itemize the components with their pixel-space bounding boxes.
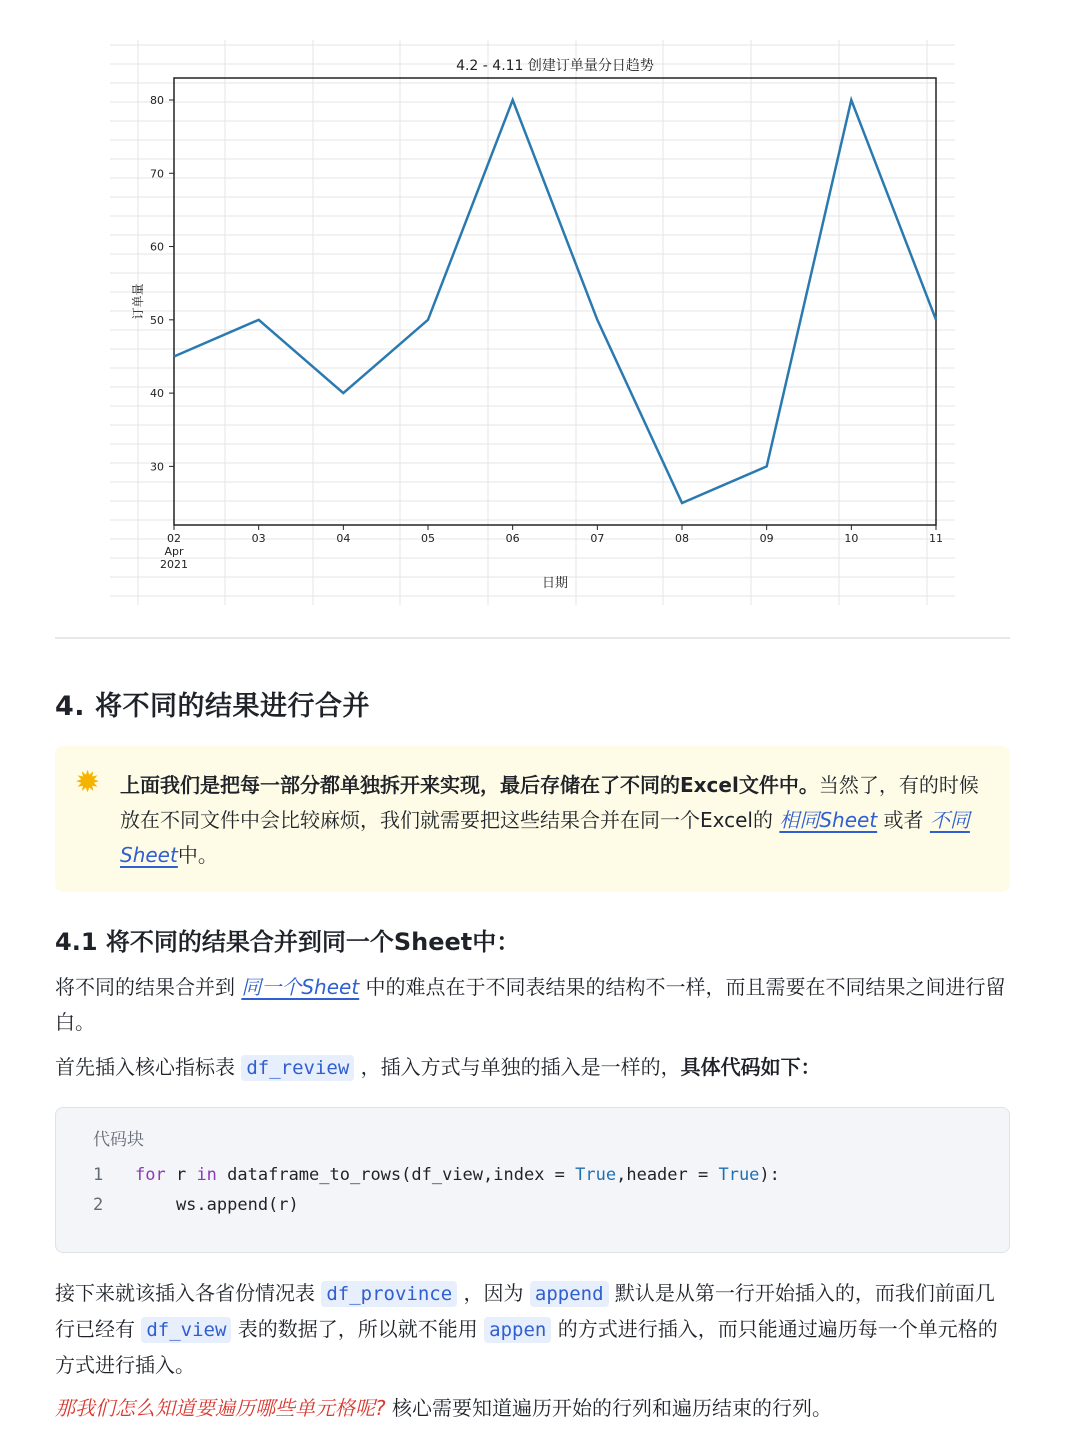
- plot-frame: [174, 78, 936, 525]
- code-text: ):: [759, 1165, 780, 1185]
- paragraph-intro-a: 将不同的结果合并到: [55, 975, 242, 999]
- paragraph-first-insert-a: 首先插入核心指标表: [55, 1055, 242, 1079]
- code-block-label: 代码块: [93, 1130, 144, 1150]
- paragraph-province-e: 的方式进行插入，而只能通过遍历每一个单元格的方式进行插入。: [55, 1317, 998, 1377]
- sparkle-icon: ✹: [75, 765, 101, 800]
- x-tick-label: 08: [675, 532, 689, 545]
- x-axis-label: 日期: [541, 576, 569, 591]
- x-tick-label: 05: [421, 532, 435, 545]
- line-number: 1: [93, 1165, 104, 1185]
- callout-text-part1: 当然了，有的时候放在不同文件中会比较麻烦，我们就需要把这些结果合并在同一个Excel的: [120, 773, 979, 832]
- code-text: r: [165, 1165, 197, 1185]
- code-literal: True: [718, 1165, 760, 1185]
- code-text: ws.append(r): [135, 1195, 299, 1215]
- x-tick-label: 06: [505, 532, 520, 545]
- x-tick-label: 11: [929, 532, 943, 545]
- paragraph-intro-b: 中的难点在于不同表结果的结构不一样，而且需要在不同结果之间进行留白。: [55, 975, 1006, 1034]
- y-axis-label: 订单量: [131, 283, 145, 320]
- x-tick-label: 10: [844, 532, 859, 545]
- code-text: ,header =: [616, 1165, 719, 1185]
- chart-svg: [110, 40, 955, 605]
- callout-bold-text: 上面我们是把每一部分都单独拆开来实现，最后存储在了不同的Excel文件中。: [120, 773, 819, 797]
- callout-text: [120, 768, 990, 873]
- question-answer: 核心需要知道遍历开始的行列和遍历结束的行列。: [385, 1396, 832, 1420]
- y-tick-label: 70: [150, 167, 164, 181]
- y-tick-label: 60: [150, 240, 164, 254]
- paragraph-intro: [55, 970, 1010, 1040]
- link-same-sheet[interactable]: 相同Sheet: [779, 808, 878, 832]
- order-trend-chart: [110, 40, 955, 605]
- x-tick-label: Apr: [164, 545, 184, 558]
- code-text: dataframe_to_rows(df_view,index =: [216, 1165, 576, 1185]
- callout-text-part2: 或者: [877, 808, 930, 832]
- paragraph-province-c: 默认是从第一行开始插入的，而我们前面几行已经有: [55, 1281, 995, 1341]
- code-line-2: [93, 1195, 299, 1215]
- code-block: [55, 1107, 1010, 1253]
- code-keyword: for: [135, 1165, 166, 1185]
- inline-code-df-view: df_view: [141, 1317, 231, 1343]
- section-heading-4-1: 4.1 将不同的结果合并到同一个Sheet中：: [55, 928, 521, 956]
- code-line-1: [93, 1165, 780, 1185]
- link-same-sheet-2[interactable]: 同一个Sheet: [241, 975, 360, 999]
- inline-code-df-review: df_review: [241, 1055, 354, 1081]
- y-tick-label: 30: [150, 460, 164, 474]
- paragraph-province-d: 表的数据了，所以就不能用: [231, 1317, 485, 1341]
- x-tick-label: 03: [251, 532, 266, 545]
- y-tick-label: 40: [150, 387, 164, 401]
- paragraph-province-a: 接下来就该插入各省份情况表: [55, 1281, 322, 1305]
- section-heading-4: 4. 将不同的结果进行合并: [55, 691, 370, 722]
- inline-code-df-province: df_province: [321, 1281, 457, 1307]
- section-divider: [55, 637, 1010, 639]
- inline-code-append: append: [530, 1281, 609, 1307]
- line-number: 2: [93, 1195, 104, 1215]
- paragraph-question: [55, 1391, 1010, 1426]
- y-tick-label: 50: [150, 313, 164, 327]
- code-keyword: in: [196, 1165, 217, 1185]
- x-tick-label: 09: [759, 532, 774, 545]
- x-tick-label: 07: [590, 532, 605, 545]
- x-tick-label: 02: [167, 532, 181, 545]
- code-literal: True: [575, 1165, 617, 1185]
- link-different-sheet[interactable]: 不同Sheet: [120, 808, 970, 867]
- paragraph-province: [55, 1276, 1010, 1383]
- x-tick-label: 2021: [160, 558, 188, 571]
- chart-title: 4.2 - 4.11 创建订单量分日趋势: [456, 58, 654, 74]
- inline-code-appen: appen: [484, 1317, 551, 1343]
- y-tick-label: 80: [150, 93, 164, 107]
- series-line: [174, 100, 936, 503]
- paragraph-first-insert: [55, 1050, 1010, 1086]
- paragraph-first-insert-bold: 具体代码如下：: [680, 1055, 821, 1079]
- callout-box: [55, 746, 1010, 892]
- paragraph-first-insert-b: ，插入方式与单独的插入是一样的，: [354, 1055, 681, 1079]
- x-tick-label: 04: [336, 532, 351, 545]
- callout-text-part3: 中。: [177, 843, 218, 867]
- paragraph-province-b: ，因为: [457, 1281, 530, 1305]
- question-highlight: 那我们怎么知道要遍历哪些单元格呢?: [55, 1396, 386, 1420]
